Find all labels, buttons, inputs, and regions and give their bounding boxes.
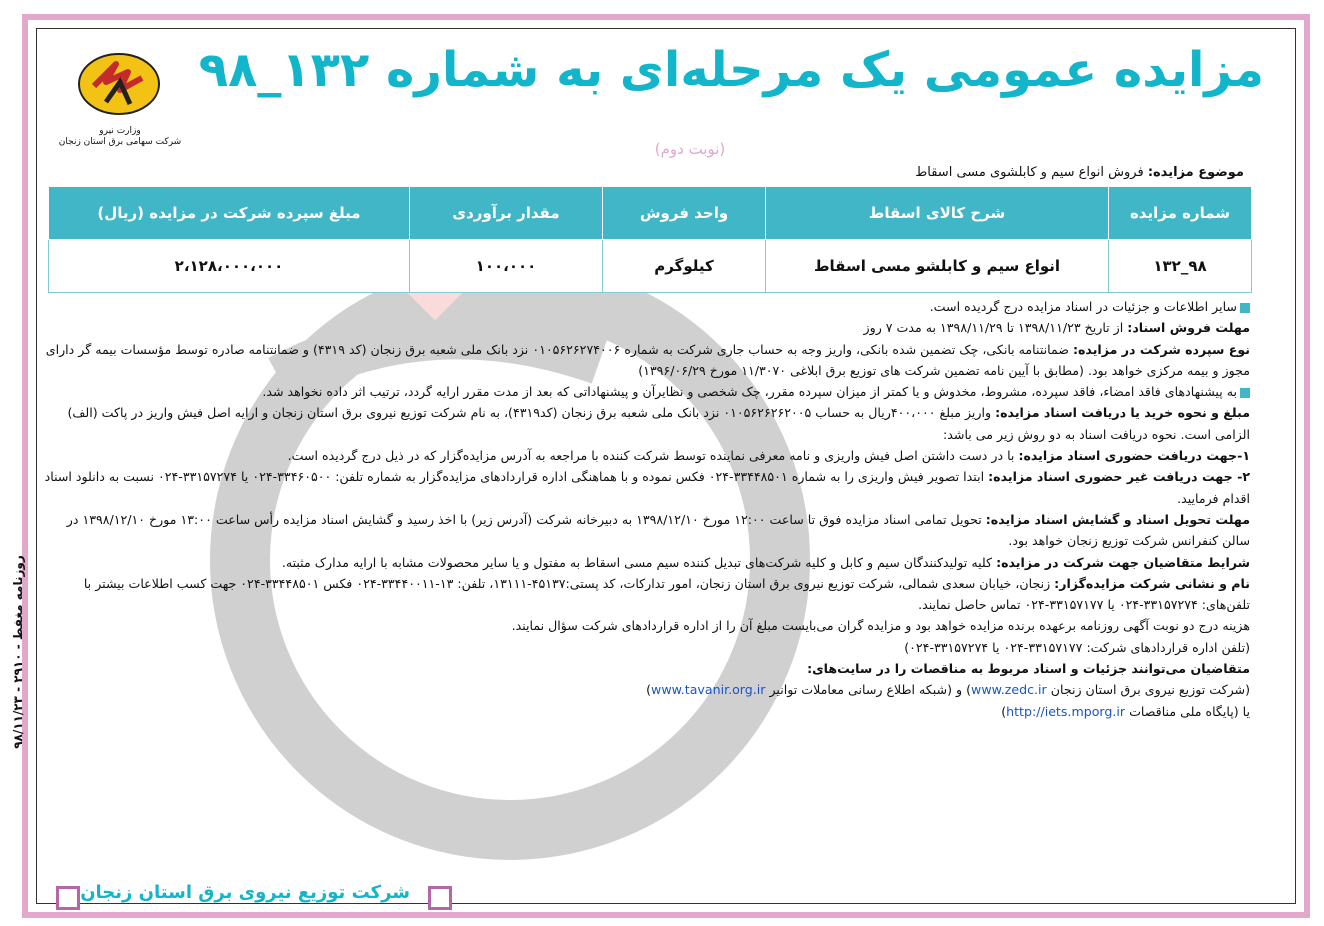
subject-value: فروش انواع سیم و کابلشوی مسی اسقاط [915, 165, 1144, 180]
cell-unit: کیلوگرم [603, 240, 766, 293]
round-subtitle: (نوبت دوم) [654, 140, 726, 158]
ad-body [40, 296, 1250, 722]
table-header-row [49, 187, 1252, 240]
col-description: شرح کالای اسقاط [766, 187, 1109, 240]
col-auction-number: شماره مزایده [1109, 187, 1252, 240]
cell-quantity: ۱۰۰،۰۰۰ [410, 240, 603, 293]
auction-table [48, 186, 1252, 293]
cell-deposit: ۲،۱۲۸،۰۰۰،۰۰۰ [49, 240, 410, 293]
col-deposit: مبلغ سپرده شرکت در مزایده (ریال) [49, 187, 410, 240]
document-fee: مبلغ و نحوه خرید یا دریافت اسناد مزایده: واریز مبلغ ۴۰۰،۰۰۰ریال به حساب ۰۱۰۵۶۲۶۲۶۲۰۰۵ نزد بانک ملی شعبه برق زنجان (کد۴۳۱۹)، به نام شرکت توزیع نیروی برق استان زنجان و ارایه اصل فیش واریز در پاکت (الف) الزامی است. نحوه دریافت اسناد به دو روش زیر می باشد: [67, 405, 1250, 442]
info-paragraph: سایر اطلاعات و جزئیات در اسناد مزایده درج گردیده است. [40, 296, 1250, 317]
submission-deadline: مهلت تحویل اسناد و گشایش اسناد مزایده: تحویل تمامی اسناد مزایده فوق تا ساعت ۱۲:۰۰ مورخ ۱۳۹۸/۱۲/۱۰ به دبیرخانه شرکت (آدرس زیر) با اخذ رسید و گشایش اسناد مزایده رأس ساعت ۱۳:۰۰ مورخ ۱۳۹۸/۱۲/۱۰ در سالن کنفرانس شرکت توزیع زنجان خواهد بود. [66, 511, 1250, 549]
cell-auction-number: ۹۸_۱۳۲ [1109, 240, 1252, 293]
bullet-icon [1240, 388, 1250, 398]
cell-description: انواع سیم و کابلشو مسی اسقاط [766, 240, 1109, 293]
websites-intro: متقاضیان می‌توانند جزئیات و اسناد مربوط به مناقصات را در سایت‌های: [807, 661, 1250, 677]
tavanir-logo-icon [76, 52, 162, 116]
table-row [49, 240, 1252, 293]
footer-company: شرکت توزیع نیروی برق استان زنجان [80, 882, 410, 903]
remote-receipt: ۲- جهت دریافت غیر حضوری اسناد مزایده: ابتدا تصویر فیش واریزی را به شماره ۳۳۴۴۸۵۰۱-۰۲۴ فکس نموده و با هماهنگی اداره قراردادهای مزایده‌گزار به شماره تلفن: ۳۳۴۶۰۵۰۰-۰۲۴ یا ۳۳۱۵۷۲۷۴-۰۲۴ نسبت به دانلود اسناد اقدام فرمایید. [44, 469, 1250, 506]
footer-box-left [56, 886, 80, 910]
eligibility-terms: شرایط متقاضیان جهت شرکت در مزایده: کلیه تولیدکنندگان سیم و کابل و کلیه شرکت‌های تبدیل کننده سیم مسی اسقاط به مفتول و یا سایر محصولات مشابه با ارایه مدارک مثبته. [281, 554, 1250, 570]
in-person-receipt: ۱-جهت دریافت حضوری اسناد مزایده: با در دست داشتن اصل فیش واریزی و نامه معرفی نماینده توسط شرکت کننده با مراجعه به آدرس مزایده‌گزار که در ذیل درج گردیده است. [287, 448, 1250, 464]
ministry-caption [40, 126, 200, 148]
zedc-link[interactable]: www.zedc.ir [971, 682, 1047, 698]
newspaper-side-label: روزنامه مغفط - ۲۹۱۰ - ۹۸/۱۱/۲۳ [11, 555, 25, 749]
tavanir-link[interactable]: www.tavanir.org.ir [651, 682, 766, 698]
deposit-type: نوع سپرده شرکت در مزایده: ضمانتنامه بانکی، چک تضمین شده بانکی، واریز وجه به حساب جاری شرکت به شماره ۰۱۰۵۶۲۶۲۷۴۰۰۶ نزد بانک ملی شعبه برق زنجان (کد ۴۳۱۹) و ضمانتنامه صادره توسط مؤسسات بیمه گر دارای مجوز و بیمه مرکزی خواهد بود. (مطابق با آیین نامه تضمین شرکت های توزیع برق ابلاغی ۱۱/۳۰۷۰ مورخ ۱۳۹۶/۰۶/۲۹) [45, 341, 1250, 378]
iets-line: یا (پایگاه ملی مناقصات http://iets.mporg.ir) [1001, 703, 1250, 719]
col-quantity: مقدار برآوردی [410, 187, 603, 240]
company-name: شرکت سهامی برق استان زنجان [58, 137, 182, 147]
bullet-icon [1240, 303, 1250, 313]
footer-box-right [428, 886, 452, 910]
websites-line: (شرکت توزیع نیروی برق استان زنجان www.zedc.ir) و (شبکه اطلاع رسانی معاملات توانیر www.tavanir.org.ir) [646, 682, 1250, 698]
ad-cost-note: هزینه درج دو نوبت آگهی روزنامه برعهده برنده مزایده خواهد بود و مزایده گران می‌بایست مبلغ آن را از اداره قراردادهای شرکت سؤال نمایند. [511, 618, 1250, 634]
auction-title: مزایده عمومی یک مرحله‌ای به شماره ۱۳۲_۹۸ [198, 42, 1264, 98]
subject-label: موضوع مزایده: [1147, 165, 1244, 180]
organizer-address: نام و نشانی شرکت مزایده‌گزار: زنجان، خیابان سعدی شمالی، شرکت توزیع نیروی برق استان زنجان، امور تدارکات، کد پستی:۴۵۱۳۷-۱۳۱۱۱، تلفن: ۱۳-۳۳۴۴۰۰۱۱-۰۲۴ فکس ۳۳۴۴۸۵۰۱-۰۲۴ جهت کسب اطلاعات بیشتر با تلفن‌های: ۳۳۱۵۷۲۷۴-۰۲۴ یا ۳۳۱۵۷۱۷۷-۰۲۴ تماس حاصل نمایند. [83, 575, 1250, 613]
iets-link[interactable]: http://iets.mporg.ir [1006, 703, 1126, 719]
auction-subject [915, 165, 1244, 180]
contracts-phone: (تلفن اداره قراردادهای شرکت: ۳۳۱۵۷۱۷۷-۰۲۴ یا ۳۳۱۵۷۲۷۴-۰۲۴) [904, 639, 1250, 655]
ministry-name: وزارت نیرو [99, 126, 141, 136]
sale-deadline: مهلت فروش اسناد: از تاریخ ۱۳۹۸/۱۱/۲۳ تا ۱۳۹۸/۱۱/۲۹ به مدت ۷ روز [863, 320, 1250, 336]
rejection-terms: به پیشنهادهای فاقد امضاء، فاقد سپرده، مشروط، مخدوش و یا کمتر از میزان سپرده مقرر، چک شخصی و نظایرآن و پیشنهاداتی که بعد از مدت مقرر ارایه گردد، ترتیب اثر داده نخواهد شد. [40, 381, 1250, 402]
col-unit: واحد فروش [603, 187, 766, 240]
